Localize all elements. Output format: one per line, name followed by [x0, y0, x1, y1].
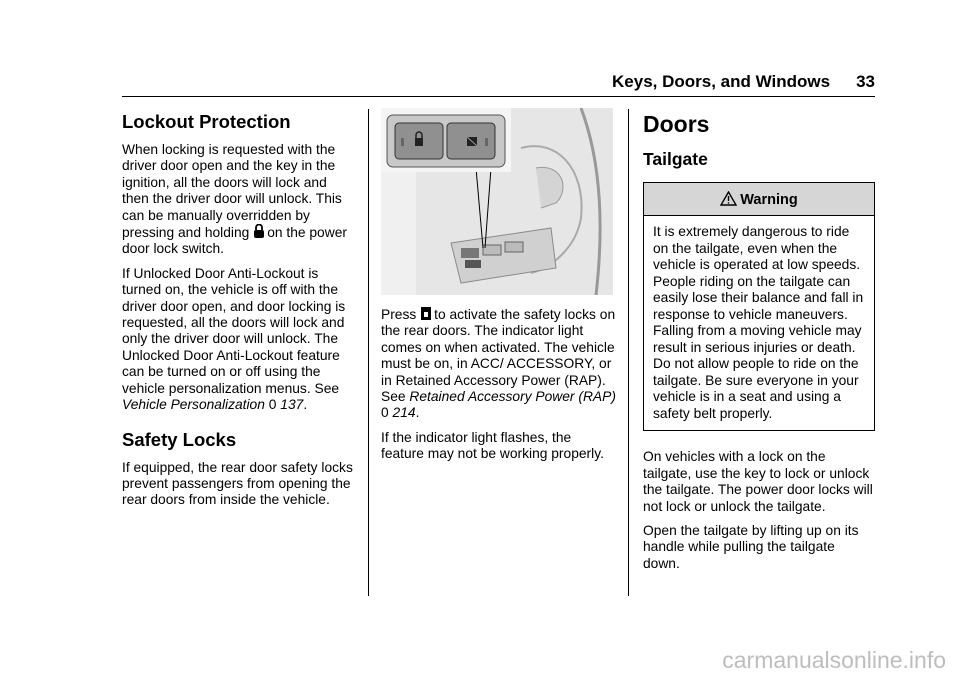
column-right [643, 108, 875, 580]
tailgate-lock-paragraph: On vehicles with a lock on the tailgate, use the key to lock or unlock the tailgate. The power door locks will not lock or unlock the tailgate. [643, 449, 873, 514]
column-divider-left [368, 109, 369, 596]
anti-lockout-text: If Unlocked Door Anti-Lockout is turned on, the vehicle is off with the driver door open, and door locking is requested, all the doors will lock and only the driver door will unlock. The Unlocked Door Anti-Lockout feature can be turned on or off using the vehicle personalization menus. See [122, 265, 346, 396]
vehicle-personalization-link[interactable]: Vehicle Personalization [122, 397, 265, 413]
column-left [122, 108, 354, 517]
indicator-flash-paragraph: If the indicator light flashes, the feature may not be working properly. [381, 429, 604, 462]
doors-heading: Doors [643, 111, 710, 137]
lockout-protection-heading: Lockout Protection [122, 111, 291, 132]
warning-title: Warning [740, 192, 798, 208]
lockout-text-a: When locking is requested with the driver door open and the key in the ignition, all the doors will lock and then the driver door will unlock. This can be manually overridden by pressing and holding [122, 142, 342, 241]
page-ref-137[interactable]: 137 [280, 397, 304, 413]
press-text: Press [381, 307, 417, 322]
safety-locks-usage-paragraph [381, 306, 617, 422]
door-panel-drawing [381, 108, 613, 295]
column-middle [381, 108, 617, 471]
page-ref-symbol: 0 [381, 405, 389, 421]
anti-lockout-paragraph [122, 266, 354, 414]
warning-header [644, 183, 874, 216]
rap-link[interactable]: Retained Accessory Power (RAP) [409, 389, 616, 405]
safety-locks-paragraph: If equipped, the rear door safety locks prevent passengers from opening the rear doors from inside the vehicle. [122, 459, 353, 508]
sentence-end: . [415, 405, 420, 421]
warning-box [643, 182, 875, 431]
warning-triangle-icon [720, 191, 737, 206]
header-divider [122, 96, 875, 97]
page-ref-symbol: 0 [268, 397, 277, 413]
tailgate-heading: Tailgate [643, 149, 708, 169]
sentence-end: . [303, 397, 308, 413]
lockout-paragraph [122, 142, 354, 258]
child-lock-icon [420, 306, 432, 321]
page-header [612, 72, 875, 92]
section-title: Keys, Doors, and Windows [612, 72, 831, 91]
safety-locks-text: to activate the safety locks on the rear doors. The indicator light comes on when activated. The vehicle must be on, in ACC/ ACCESSORY, or in Retained Accessory Power (RAP). See [381, 307, 616, 405]
safety-lock-switch-illustration [381, 108, 613, 295]
page-ref-214[interactable]: 214 [392, 405, 416, 421]
warning-text: It is extremely dangerous to ride on the tailgate, even when the vehicle is operated at low speeds. People riding on the tailgate can easily lose their balance and fall in response to vehicle maneuvers. Falling from a moving vehicle may result in serious injuries or death. Do not allow people to ride on the tailgate. Be sure everyone in your vehicle is in a seat and using a safety belt properly. [653, 224, 864, 421]
safety-locks-heading: Safety Locks [122, 428, 237, 450]
tailgate-open-paragraph: Open the tailgate by lifting up on its handle while pulling the tailgate down. [643, 523, 859, 571]
lockout-text-b: on the power door lock switch. [122, 225, 347, 257]
door-unlock-icon [253, 224, 265, 239]
page-number: 33 [856, 72, 875, 91]
watermark: carmanualsonline.info [722, 647, 946, 673]
column-divider-right [628, 109, 629, 596]
